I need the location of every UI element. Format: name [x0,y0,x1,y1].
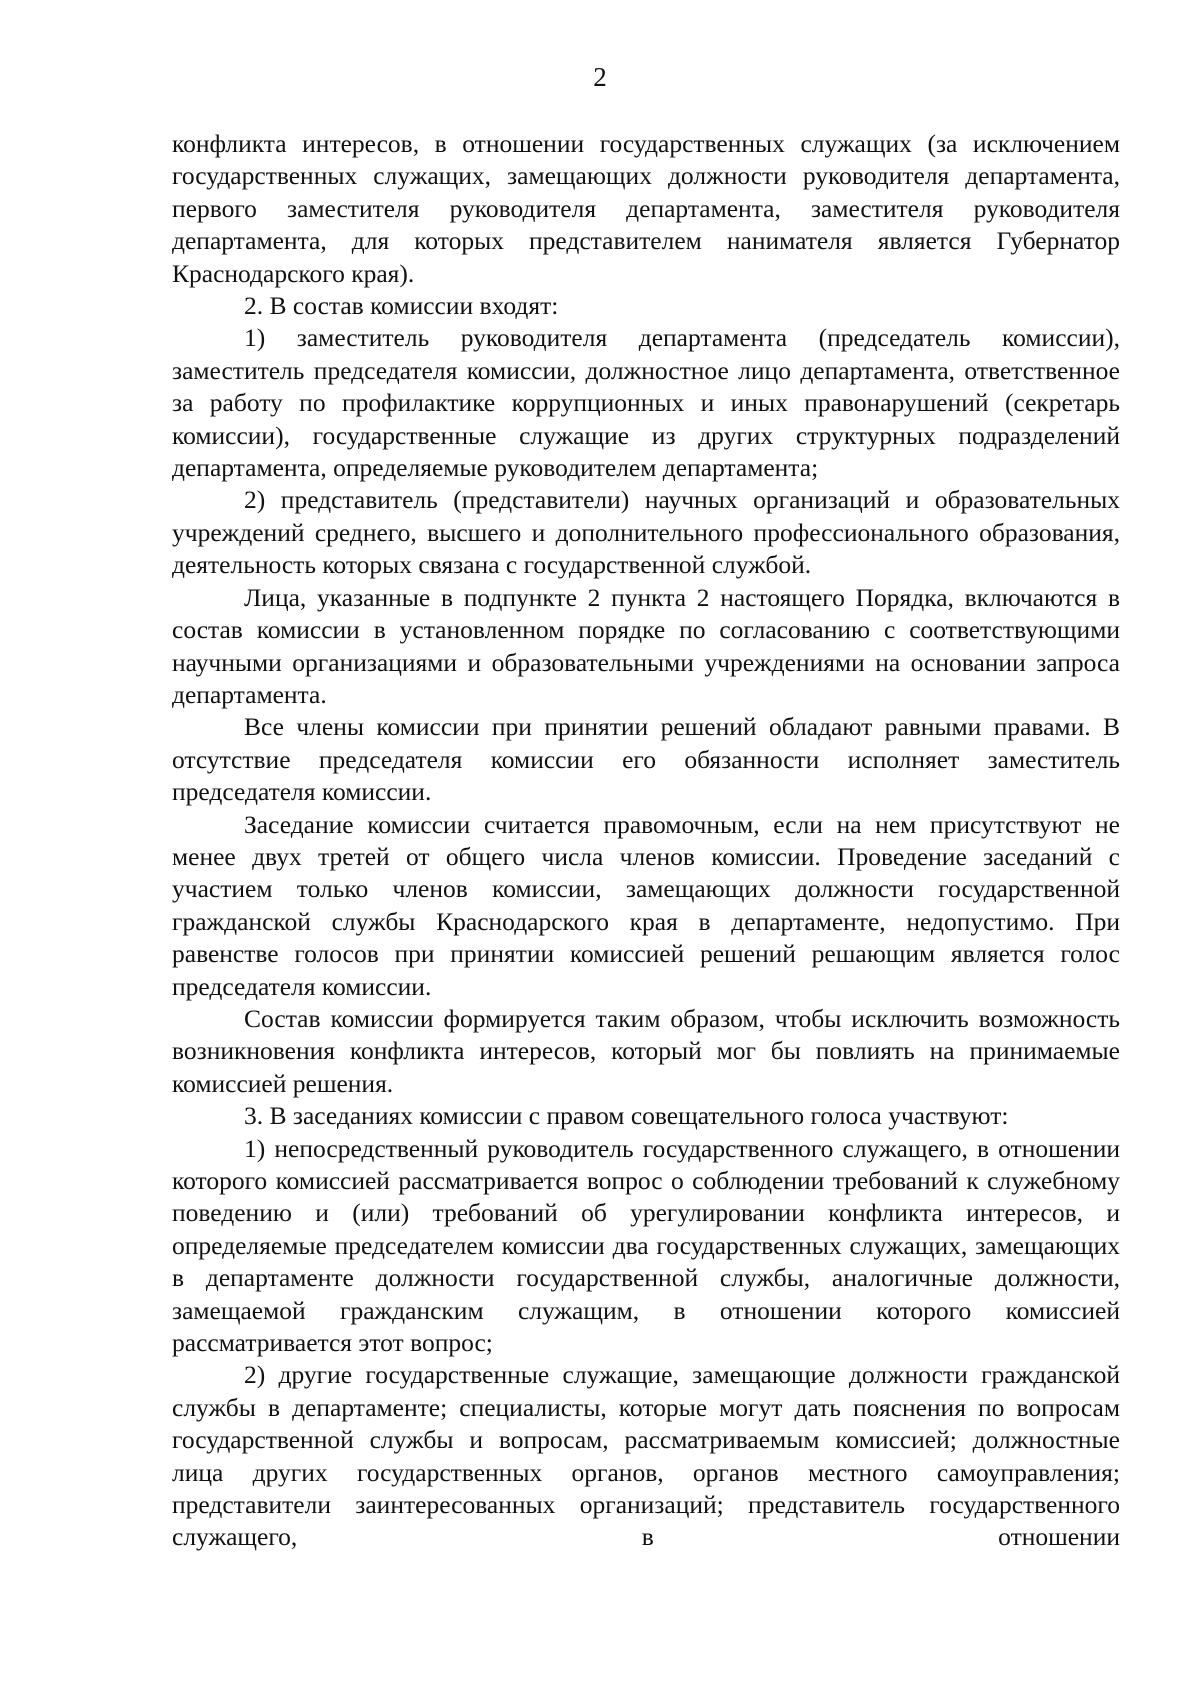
paragraph-item-2-sub-1: 1) заместитель руководителя департамента (председатель комиссии), заместитель председателя комиссии, должностное лицо департамента, ответственное за работу по профилактике коррупционных и иных правонарушений (секретарь комиссии), государственные служащие из других структурных подразделений департамента, определяемые руководителем департамента; [172,323,1120,483]
paragraph-item-3-heading: 3. В заседаниях комиссии с правом совещательного голоса участвуют: [244,1101,1009,1131]
paragraph-equal-rights: Все члены комиссии при принятии решений обладают равными правами. В отсутствие председателя комиссии его обязанности исполняет заместитель председателя комиссии. [172,712,1120,807]
paragraph-item-2-heading: 2. В состав комиссии входят: [244,291,559,321]
paragraph-item-3-sub-1: 1) непосредственный руководитель государственного служащего, в отношении которого комиссией рассматривается вопрос о соблюдении требований к служебному поведению и (или) требований об урегулировании конфликта интересов, и определяемые председателем комиссии два государственных служащих, замещающих в департаменте должности государственной службы, аналогичные должности, замещаемой гражданским служащим, в отношении которого комиссией рассматривается этот вопрос; [172,1133,1120,1358]
paragraph-item-2-sub-2: 2) представитель (представители) научных организаций и образовательных учреждений среднего, высшего и дополнительного профессионального образования, деятельность которых связана с государственной службой. [172,485,1120,580]
document-body [172,128,1120,1554]
paragraph-persons-inclusion: Лица, указанные в подпункте 2 пункта 2 настоящего Порядка, включаются в состав комиссии в установленном порядке по согласованию с соответствующими научными организациями и образовательными учреждениями на основании запроса департамента. [172,582,1120,709]
page-number: 2 [593,62,607,92]
paragraph-composition: Состав комиссии формируется таким образом, чтобы исключить возможность возникновения конфликта интересов, который мог бы повлиять на принимаемые комиссией решения. [172,1003,1120,1098]
paragraph-quorum: Заседание комиссии считается правомочным, если на нем присутствуют не менее двух третей от общего числа членов комиссии. Проведение заседаний с участием только членов комиссии, замещающих должности государственной гражданской службы Краснодарского края в департаменте, недопустимо. При равенстве голосов при принятии комиссией решений решающим является голос председателя комиссии. [172,809,1120,1001]
paragraph-item-3-sub-2: 2) другие государственные служащие, замещающие должности гражданской службы в департаменте; специалисты, которые могут дать пояснения по вопросам государственной службы и вопросам, рассматриваемым комиссией; должностные лица других государственных органов, органов местного самоуправления; представители заинтересованных организаций; представитель государственного служащего, в отношении [172,1360,1120,1552]
paragraph-conflict-continuation: конфликта интересов, в отношении государственных служащих (за исключением государственных служащих, замещающих должности руководителя департамента, первого заместителя руководителя департамента, заместителя руководителя департамента, для которых представителем нанимателя является Губернатор Краснодарского края). [172,129,1120,288]
